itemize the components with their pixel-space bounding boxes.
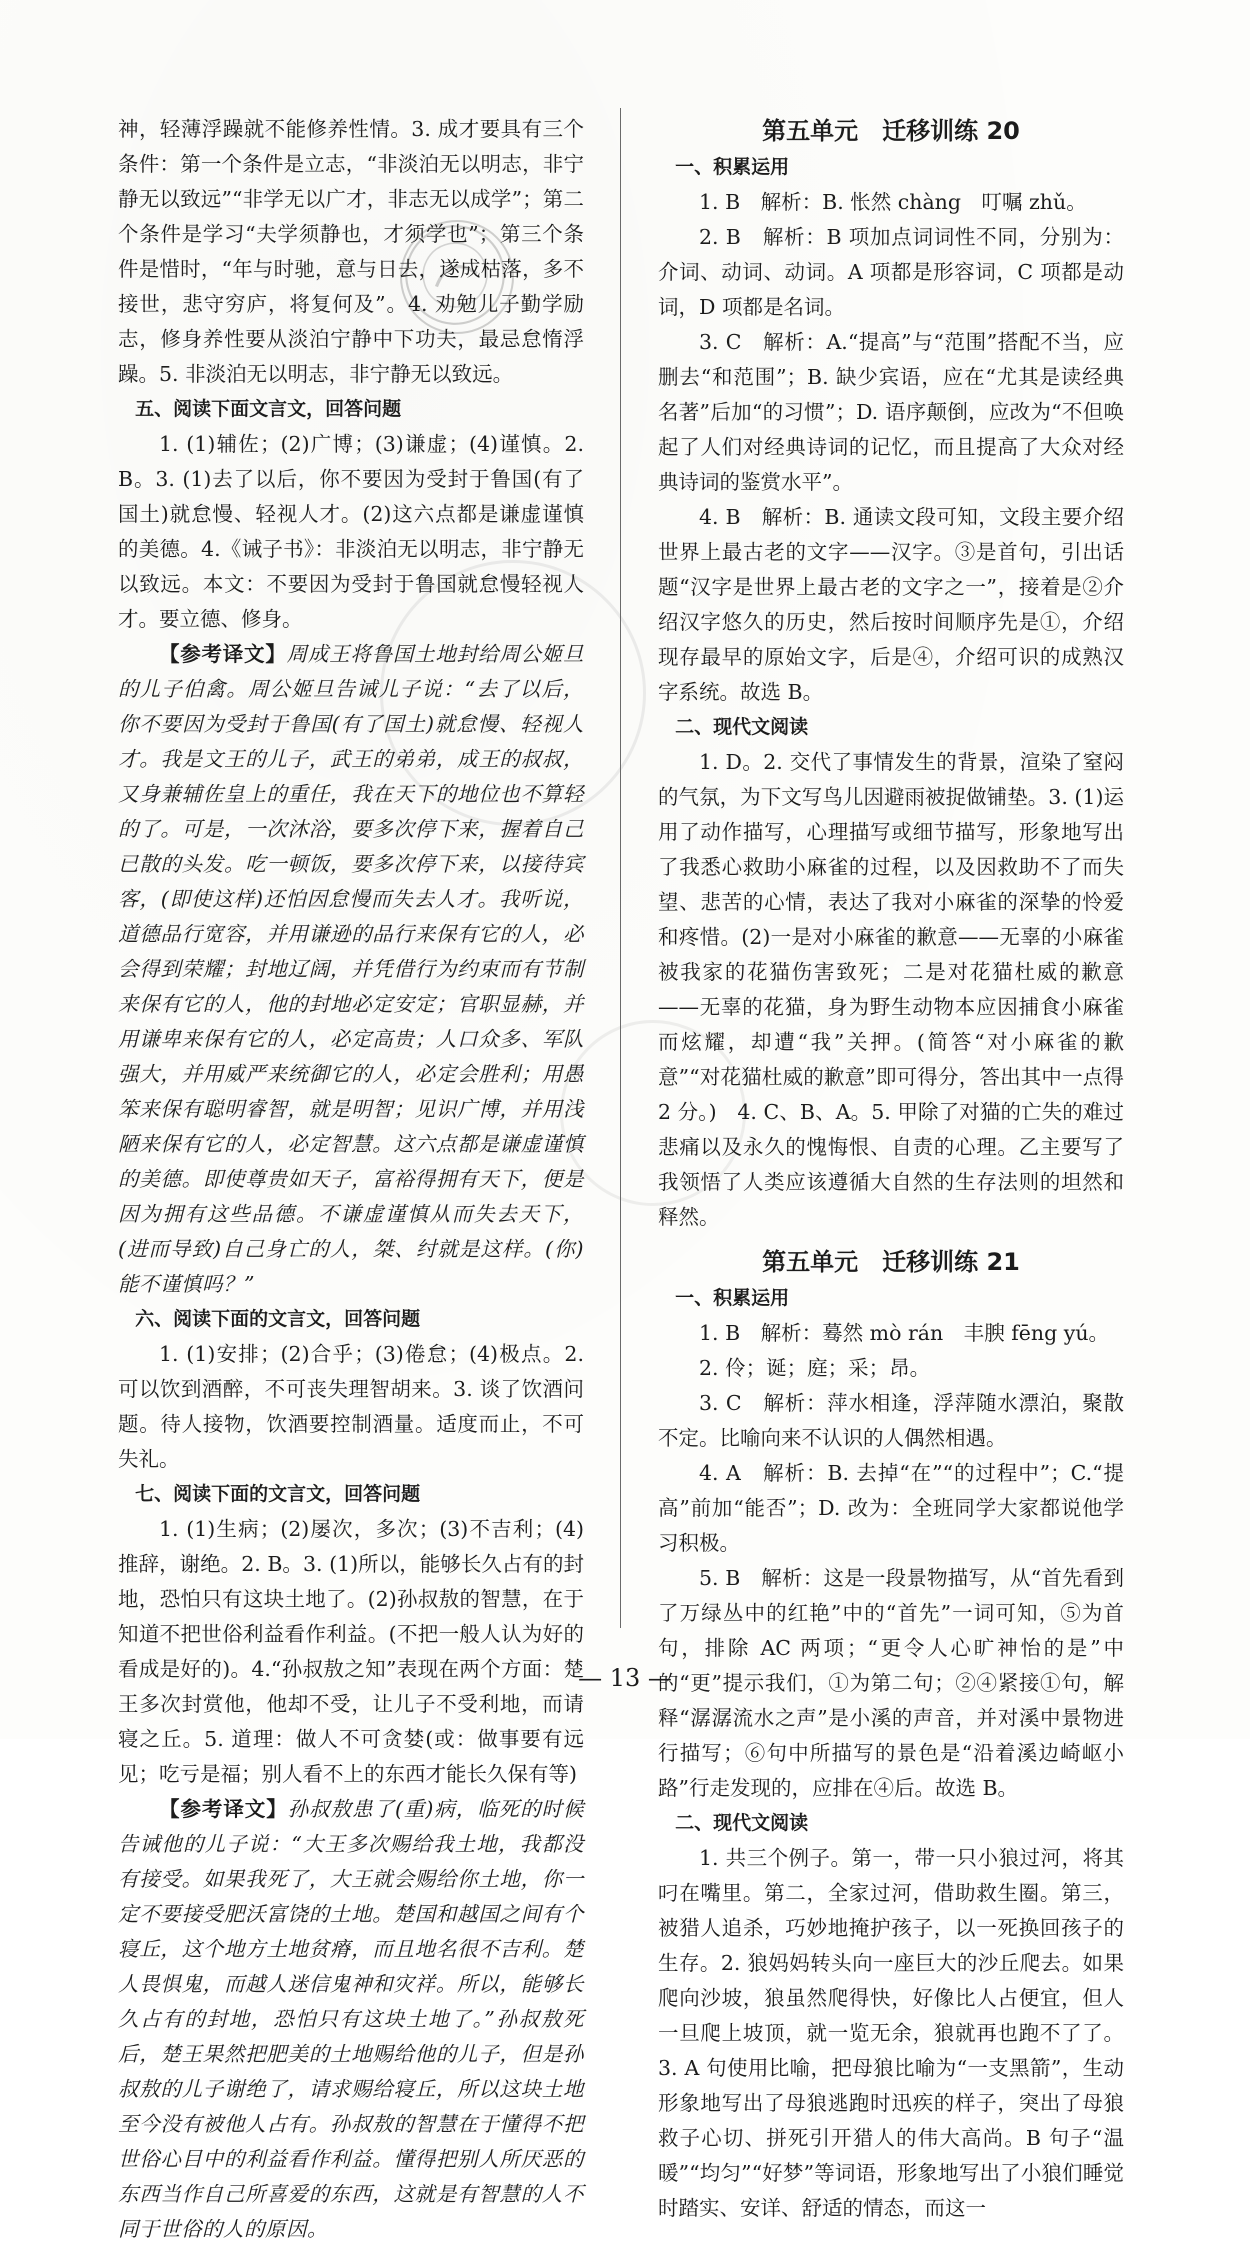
section-heading: 一、积累运用 <box>675 1287 790 1309</box>
section-heading: 二、现代文阅读 <box>675 1812 809 1834</box>
section-heading: 二、现代文阅读 <box>675 716 809 738</box>
answer-paragraph: 1. D。2. 交代了事情发生的背景，渲染了窒闷的气氛，为下文写鸟儿因避雨被捉做铺垫。3. (1)运用了动作描写，心理描写或细节描写，形象地写出了我悉心救助小麻雀的过程，以及因救助不了而失望、悲苦的心情，表达了我对小麻雀的深挚的怜爱和疼惜。(2)一是对小麻雀的歉意——无辜的小麻雀被我家的花猫伤害致死；二是对花猫杜威的歉意——无辜的花猫，身为野生动物本应因捕食小麻雀而炫耀，却遭“我”关押。(简答“对小麻雀的歉意”“对花猫杜威的歉意”即可得分，答出其中一点得 2 分。) 4. C、B、A。5. 甲除了对猫的亡失的难过悲痛以及永久的愧悔恨、自责的心理。乙主要写了我领悟了人类应该遵循大自然的生存法则的坦然和释然。 <box>658 750 1124 1229</box>
answer-item: 2. B 解析：B 项加点词词性不同，分别为：介词、动词、动词。A 项都是形容词，C 项都是动词，D 项都是名词。 <box>658 225 1124 319</box>
page-number: — 13 — <box>578 1664 672 1692</box>
answer-paragraph: 神，轻薄浮躁就不能修养性情。3. 成才要具有三个条件：第一个条件是立志，“非淡泊无以明志，非宁静无以致远”“非学无以广才，非志无以成学”；第二个条件是学习“夫学须静也，才须学也”；第三个条件是惜时，“年与时驰，意与日去，遂成枯落，多不接世，悲守穷庐，将复何及”。4. 劝勉儿子勤学励志，修身养性要从淡泊宁静中下功夫，最忌怠惰浮躁。5. 非淡泊无以明志，非宁静无以致远。 <box>118 117 584 386</box>
section-heading: 七、阅读下面的文言文，回答问题 <box>135 1483 421 1505</box>
answer-item: 3. C 解析：A.“提高”与“范围”搭配不当，应删去“和范围”；B. 缺少宾语，应在“尤其是读经典名著”后加“的习惯”；D. 语序颠倒，应改为“不但唤起了人们对经典诗词的记忆，而且提高了大众对经典诗词的鉴赏水平”。 <box>658 330 1124 494</box>
right-column <box>658 112 1124 2226</box>
answer-item: 4. B 解析：B. 通读文段可知，文段主要介绍世界上最古老的文字——汉字。③是首句，引出话题“汉字是世界上最古老的文字之一”，接着是②介绍汉字悠久的历史，然后按时间顺序先是①，介绍现存最早的原始文字，后是④，介绍可识的成熟汉字系统。故选 B。 <box>658 505 1124 704</box>
reference-label: 【参考译文】 <box>159 642 287 666</box>
translation-text: 孙叔敖患了(重)病，临死的时候告诫他的儿子说：“大王多次赐给我土地，我都没有接受。如果我死了，大王就会赐给你土地，你一定不要接受肥沃富饶的土地。楚国和越国之间有个寝丘，这个地方土地贫瘠，而且地名很不吉利。楚人畏惧鬼，而越人迷信鬼神和灾祥。所以，能够长久占有的封地，恐怕只有这块土地了。”孙叔敖死后，楚王果然把肥美的土地赐给他的儿子，但是孙叔敖的儿子谢绝了，请求赐给寝丘，所以这块土地至今没有被他人占有。孙叔敖的智慧在于懂得不把世俗心目中的利益看作利益。懂得把别人所厌恶的东西当作自己所喜爱的东西，这就是有智慧的人不同于世俗的人的原因。 <box>118 1797 584 2241</box>
answer-item: 2. 伶；诞；庭；采；昂。 <box>699 1356 931 1380</box>
section-heading: 五、阅读下面文言文，回答问题 <box>135 398 402 420</box>
answer-paragraph: 1. (1)安排；(2)合乎；(3)倦怠；(4)极点。2. 可以饮到酒醉，不可丧失理智胡来。3. 谈了饮酒问题。待人接物，饮酒要控制酒量。适度而止，不可失礼。 <box>118 1342 584 1471</box>
answer-paragraph: 1. (1)生病；(2)屡次，多次；(3)不吉利；(4)推辞，谢绝。2. B。3. (1)所以，能够长久占有的封地，恐怕只有这块土地了。(2)孙叔敖的智慧，在于知道不把世俗利益看作利益。(不把一般人认为好的看成是好的)。4.“孙叔敖之知”表现在两个方面：楚王多次封赏他，他却不受，让儿子不受利地，而请寝之丘。5. 道理：做人不可贪婪(或：做事要有远见；吃亏是福；别人看不上的东西才能长久保有等) <box>118 1517 584 1786</box>
answer-item: 4. A 解析：B. 去掉“在”“的过程中”；C.“提高”前加“能否”；D. 改为：全班同学大家都说他学习积极。 <box>658 1461 1124 1555</box>
unit-title: 第五单元 迁移训练 21 <box>762 1248 1020 1276</box>
section-heading: 一、积累运用 <box>675 156 790 178</box>
answer-item: 1. B 解析：B. 怅然 chàng 叮嘱 zhǔ。 <box>699 190 1087 214</box>
left-column <box>118 112 584 2247</box>
translation-text: 周成王将鲁国土地封给周公姬旦的儿子伯禽。周公姬旦告诫儿子说：“去了以后，你不要因为受封于鲁国(有了国土)就怠慢、轻视人才。我是文王的儿子，武王的弟弟，成王的叔叔，又身兼辅佐皇上的重任，我在天下的地位也不算轻的了。可是，一次沐浴，要多次停下来，握着自己已散的头发。吃一顿饭，要多次停下来，以接待宾客，(即使这样)还怕因怠慢而失去人才。我听说，道德品行宽容，并用谦逊的品行来保有它的人，必会得到荣耀；封地辽阔，并凭借行为约束而有节制来保有它的人，他的封地必定安定；官职显赫，并用谦卑来保有它的人，必定高贵；人口众多、军队强大，并用威严来统御它的人，必定会胜利；用愚笨来保有聪明睿智，就是明智；见识广博，并用浅陋来保有它的人，必定智慧。这六点都是谦虚谨慎的美德。即使尊贵如天子，富裕得拥有天下，便是因为拥有这些品德。不谦虚谨慎从而失去天下，(进而导致)自己身亡的人，桀、纣就是这样。(你)能不谨慎吗？” <box>118 642 585 1296</box>
reference-translation <box>118 1792 584 2247</box>
answer-item: 5. B 解析：这是一段景物描写，从“首先看到了万绿丛中的红艳”中的“首先”一词可知，⑤为首句，排除 AC 两项；“更令人心旷神怡的是”中的“更”提示我们，①为第二句；②④紧接①句，解释“潺潺流水之声”是小溪的声音，并对溪中景物进行描写；⑥句中所描写的景色是“沿着溪边崎岖小路”行走发现的，应排在④后。故选 B。 <box>658 1566 1124 1800</box>
answer-item: 1. B 解析：蓦然 mò rán 丰腴 fēng yú。 <box>699 1321 1110 1345</box>
answer-item: 3. C 解析：萍水相逢，浮萍随水漂泊，聚散不定。比喻向来不认识的人偶然相遇。 <box>658 1391 1124 1450</box>
answer-paragraph: 1. 共三个例子。第一，带一只小狼过河，将其叼在嘴里。第二，全家过河，借助救生圈。第三，被猎人追杀，巧妙地掩护孩子，以一死换回孩子的生存。2. 狼妈妈转头向一座巨大的沙丘爬去。如果爬向沙坡，狼虽然爬得快，好像比人占便宜，但人一旦爬上坡顶，就一览无余，狼就再也跑不了了。3. A 句使用比喻，把母狼比喻为“一支黑箭”，生动形象地写出了母狼逃跑时迅疾的样子，突出了母狼救子心切、拼死引开猎人的伟大高尚。B 句子“温暖”“均匀”“好梦”等词语，形象地写出了小狼们睡觉时踏实、安详、舒适的情态，而这一 <box>658 1846 1124 2220</box>
column-divider <box>620 108 621 1628</box>
section-heading: 六、阅读下面的文言文，回答问题 <box>135 1308 421 1330</box>
answer-paragraph: 1. (1)辅佐；(2)广博；(3)谦虚；(4)谨慎。2. B。3. (1)去了以后，你不要因为受封于鲁国(有了国土)就怠慢、轻视人才。(2)这六点都是谦虚谨慎的美德。4.《诫子书》：非淡泊无以明志，非宁静无以致远。本文：不要因为受封于鲁国就怠慢轻视人才。要立德、修身。 <box>118 432 584 631</box>
reference-translation <box>118 637 584 1302</box>
reference-label: 【参考译文】 <box>159 1797 288 1821</box>
unit-title: 第五单元 迁移训练 20 <box>762 117 1020 145</box>
